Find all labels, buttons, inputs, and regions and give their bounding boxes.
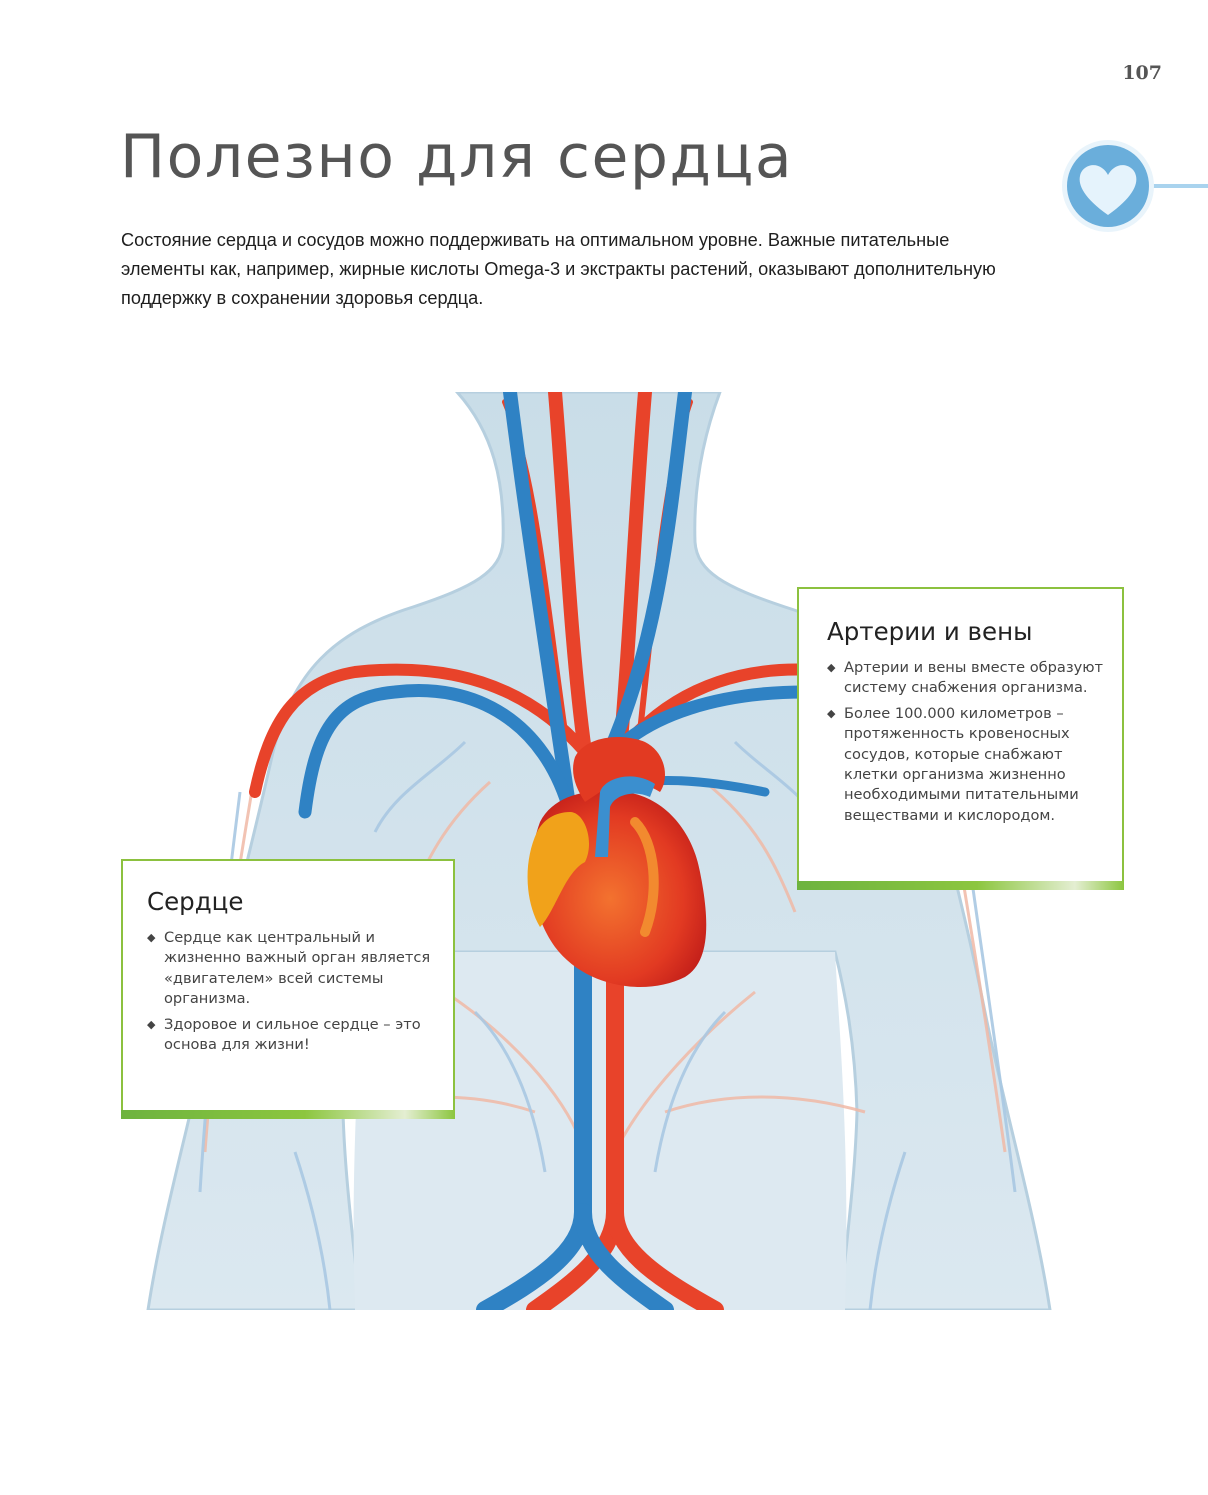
list-item: ◆ Сердце как центральный и жизненно важный орган является «двигателем» всей системы организма. [147, 929, 431, 1008]
arteries-veins-box [797, 587, 1124, 890]
arteries-veins-title: Артерии и вены [827, 617, 1033, 646]
intro-text: Состояние сердца и сосудов можно поддерживать на оптимальном уровне. Важные питательные элементы как, например, жирные кислоты Omega-3 и экстракты растений, оказывают дополнительную поддержку в сохранении здоровья сердца. [121, 230, 996, 308]
arteries-veins-list [827, 658, 1104, 826]
green-accent-bar [121, 1110, 455, 1119]
heart-box [121, 859, 455, 1119]
diamond-bullet-icon: ◆ [827, 661, 836, 674]
page-number: 107 [1122, 62, 1162, 84]
page-title: Полезно для сердца [120, 122, 794, 192]
heart-icon [1050, 130, 1208, 240]
diamond-bullet-icon: ◆ [147, 931, 156, 944]
diamond-bullet-icon: ◆ [147, 1017, 156, 1031]
list-item: ◆ Более 100.000 километров – протяженность кровеносных сосудов, которые снабжают клетки организма жизненно необходимыми питательными веществами и кислородом. [827, 704, 1079, 824]
diamond-bullet-icon: ◆ [827, 706, 836, 720]
heart-title: Сердце [147, 887, 244, 916]
list-item: ◆ Артерии и вены вместе образуют систему снабжения организма. [827, 659, 1104, 697]
green-accent-bar [797, 881, 1124, 890]
list-item: ◆ Здоровое и сильное сердце – это основа для жизни! [147, 1015, 421, 1054]
heart-list [147, 928, 435, 1055]
